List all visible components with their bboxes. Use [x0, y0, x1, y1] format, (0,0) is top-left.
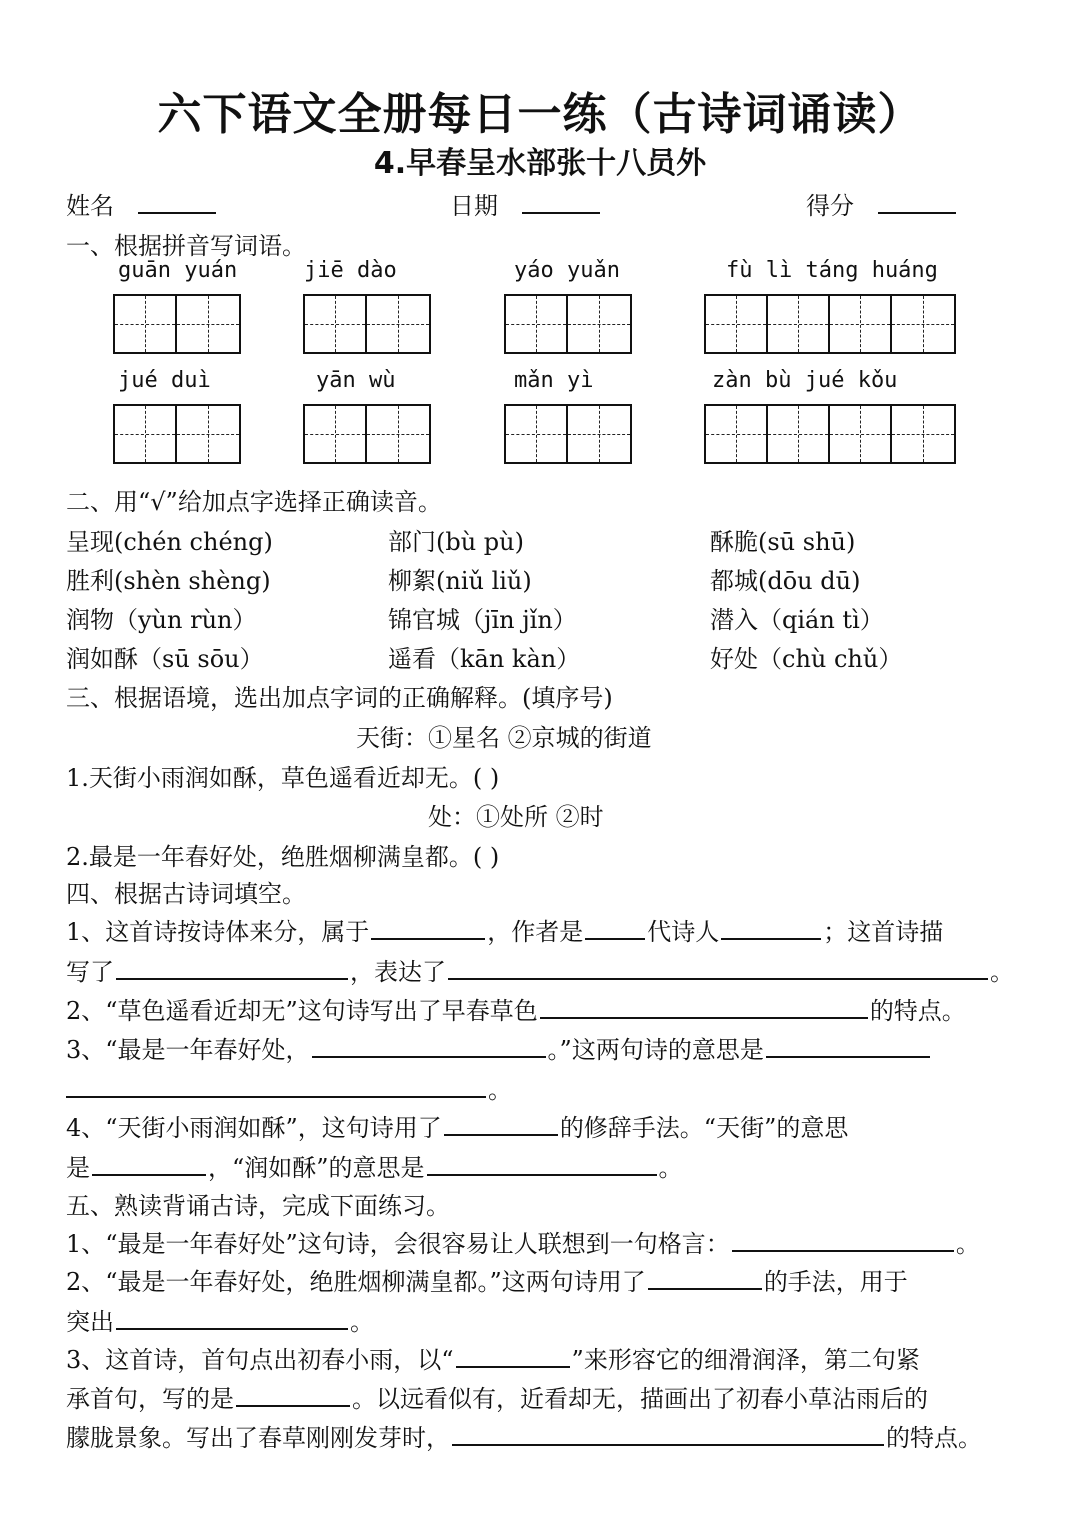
fill-text: 1、“最是一年春好处”这句诗，会很容易让人联想到一句格言：	[66, 1230, 730, 1258]
answer-blank[interactable]	[236, 1383, 350, 1407]
pronunciation-item[interactable]: 润物（yùn rùn）	[66, 606, 257, 634]
fill-text: 。	[990, 958, 1014, 986]
fill-text: 2、“草色遥看近却无”这句诗写出了早春草色	[66, 997, 538, 1025]
name-label: 姓名	[66, 192, 114, 220]
definition-options: 天街：①星名 ②京城的街道	[356, 724, 652, 752]
pronunciation-item[interactable]: 部门(bù pù)	[388, 528, 524, 556]
fill-line	[66, 1070, 512, 1105]
answer-blank[interactable]	[116, 956, 348, 980]
pinyin-label: jiē dào	[304, 258, 397, 283]
answer-blank[interactable]	[452, 1422, 884, 1446]
fill-line	[66, 1302, 374, 1337]
writing-grid[interactable]	[303, 404, 431, 464]
name-field[interactable]	[66, 186, 218, 221]
answer-blank[interactable]	[648, 1266, 762, 1290]
answer-blank[interactable]	[732, 1228, 954, 1252]
answer-blank[interactable]	[721, 916, 821, 940]
pronunciation-item[interactable]: 遥看（kān kàn）	[388, 645, 581, 673]
pinyin-label: yáo yuǎn	[514, 258, 620, 283]
pronunciation-item[interactable]: 好处（chù chǔ）	[710, 645, 903, 673]
fill-line	[66, 1030, 932, 1065]
section-4-heading: 四、根据古诗词填空。	[66, 880, 306, 908]
pinyin-label: fù lì táng huáng	[726, 258, 938, 283]
fill-text: 的特点。	[869, 997, 966, 1025]
pinyin-label: guān yuán	[118, 258, 238, 283]
fill-line	[66, 991, 966, 1026]
answer-blank[interactable]	[66, 1074, 486, 1098]
section-3-heading: 三、根据语境，选出加点字词的正确解释。(填序号)	[66, 684, 613, 712]
date-field[interactable]	[450, 186, 602, 221]
fill-text: 。”这两句诗的意思是	[547, 1036, 764, 1064]
answer-blank[interactable]	[427, 1152, 657, 1176]
fill-line	[66, 1224, 980, 1259]
answer-blank[interactable]	[444, 1112, 558, 1136]
pronunciation-item[interactable]: 呈现(chén chéng)	[66, 528, 273, 556]
section-5-heading: 五、熟读背诵古诗，完成下面练习。	[66, 1192, 450, 1220]
pronunciation-item[interactable]: 润如酥（sū sōu）	[66, 645, 264, 673]
fill-text: 。	[955, 1230, 980, 1258]
fill-text: ，“润如酥”的意思是	[208, 1154, 425, 1182]
fill-line	[66, 1108, 848, 1143]
fill-line	[66, 1379, 928, 1414]
answer-blank[interactable]	[766, 1034, 930, 1058]
answer-blank[interactable]	[92, 1152, 206, 1176]
fill-text: 的修辞手法。“天街”的意思	[559, 1114, 849, 1142]
definition-options: 处：①处所 ②时	[428, 803, 604, 831]
fill-text: 的特点。	[886, 1424, 982, 1452]
answer-blank[interactable]	[371, 916, 485, 940]
writing-grid[interactable]	[504, 294, 632, 354]
answer-blank[interactable]	[540, 995, 868, 1019]
fill-text: 突出	[66, 1308, 114, 1336]
fill-text: 的手法，用于	[763, 1268, 908, 1296]
name-blank[interactable]	[138, 190, 216, 214]
pronunciation-item[interactable]: 柳絮(niǔ liǔ)	[388, 567, 532, 595]
fill-text: ，作者是	[487, 918, 584, 946]
fill-line	[66, 1262, 908, 1297]
fill-text: ，表达了	[350, 958, 446, 986]
fill-line	[66, 952, 1014, 987]
answer-blank[interactable]	[116, 1306, 348, 1330]
question-1[interactable]: 1.天街小雨润如酥，草色遥看近却无。( )	[66, 764, 500, 792]
answer-blank[interactable]	[456, 1344, 570, 1368]
pronunciation-item[interactable]: 都城(dōu dū)	[710, 567, 861, 595]
date-label: 日期	[450, 192, 498, 220]
score-label: 得分	[806, 192, 854, 220]
pinyin-label: zàn bù jué kǒu	[712, 368, 898, 393]
fill-text: 。	[350, 1308, 374, 1336]
fill-line	[66, 912, 943, 947]
question-2[interactable]: 2.最是一年春好处，绝胜烟柳满皇都。( )	[66, 843, 500, 871]
fill-text: 代诗人	[647, 918, 720, 946]
fill-text: 承首句，写的是	[66, 1385, 234, 1413]
fill-text: 3、“最是一年春好处，	[66, 1036, 310, 1064]
answer-blank[interactable]	[448, 956, 988, 980]
fill-text: 。	[488, 1076, 512, 1104]
writing-grid[interactable]	[113, 404, 241, 464]
section-2-heading: 二、用“√”给加点字选择正确读音。	[66, 488, 442, 516]
fill-text: 朦胧景象。写出了春草刚刚发芽时，	[66, 1424, 450, 1452]
fill-text: 是	[66, 1154, 90, 1182]
fill-text: 3、这首诗，首句点出初春小雨，以“	[66, 1346, 454, 1374]
fill-text: 2、“最是一年春好处，绝胜烟柳满皇都。”这两句诗用了	[66, 1268, 646, 1296]
poem-title: 4.早春呈水部张十八员外	[373, 146, 707, 181]
fill-text: 。以远看似有，近看却无，描画出了初春小草沾雨后的	[352, 1385, 928, 1413]
answer-blank[interactable]	[585, 916, 645, 940]
pronunciation-item[interactable]: 胜利(shèn shèng)	[66, 567, 271, 595]
answer-blank[interactable]	[312, 1034, 546, 1058]
writing-grid[interactable]	[504, 404, 632, 464]
fill-text: 。	[658, 1154, 683, 1182]
fill-text: 1、这首诗按诗体来分，属于	[66, 918, 370, 946]
writing-grid[interactable]	[704, 294, 956, 354]
writing-grid[interactable]	[303, 294, 431, 354]
score-field[interactable]	[806, 186, 958, 221]
fill-text: 4、“天街小雨润如酥”，这句诗用了	[66, 1114, 442, 1142]
writing-grid[interactable]	[704, 404, 956, 464]
pinyin-label: jué duì	[118, 368, 211, 393]
fill-text: ；这首诗描	[823, 918, 944, 946]
date-blank[interactable]	[522, 190, 600, 214]
fill-line	[66, 1418, 982, 1453]
score-blank[interactable]	[878, 190, 956, 214]
pronunciation-item[interactable]: 锦官城（jīn jǐn）	[388, 606, 577, 634]
worksheet-title: 六下语文全册每日一练（古诗词诵读）	[157, 89, 923, 140]
pinyin-label: yān wù	[316, 368, 396, 393]
pinyin-label: mǎn yì	[514, 368, 594, 393]
fill-text: 写了	[66, 958, 114, 986]
fill-line	[66, 1148, 683, 1183]
fill-line	[66, 1340, 920, 1375]
pronunciation-item[interactable]: 潜入（qián tì）	[710, 606, 884, 634]
section-1-heading: 一、根据拼音写词语。	[66, 232, 306, 260]
pronunciation-item[interactable]: 酥脆(sū shū)	[710, 528, 856, 556]
writing-grid[interactable]	[113, 294, 241, 354]
fill-text: ”来形容它的细滑润泽，第二句紧	[571, 1346, 920, 1374]
